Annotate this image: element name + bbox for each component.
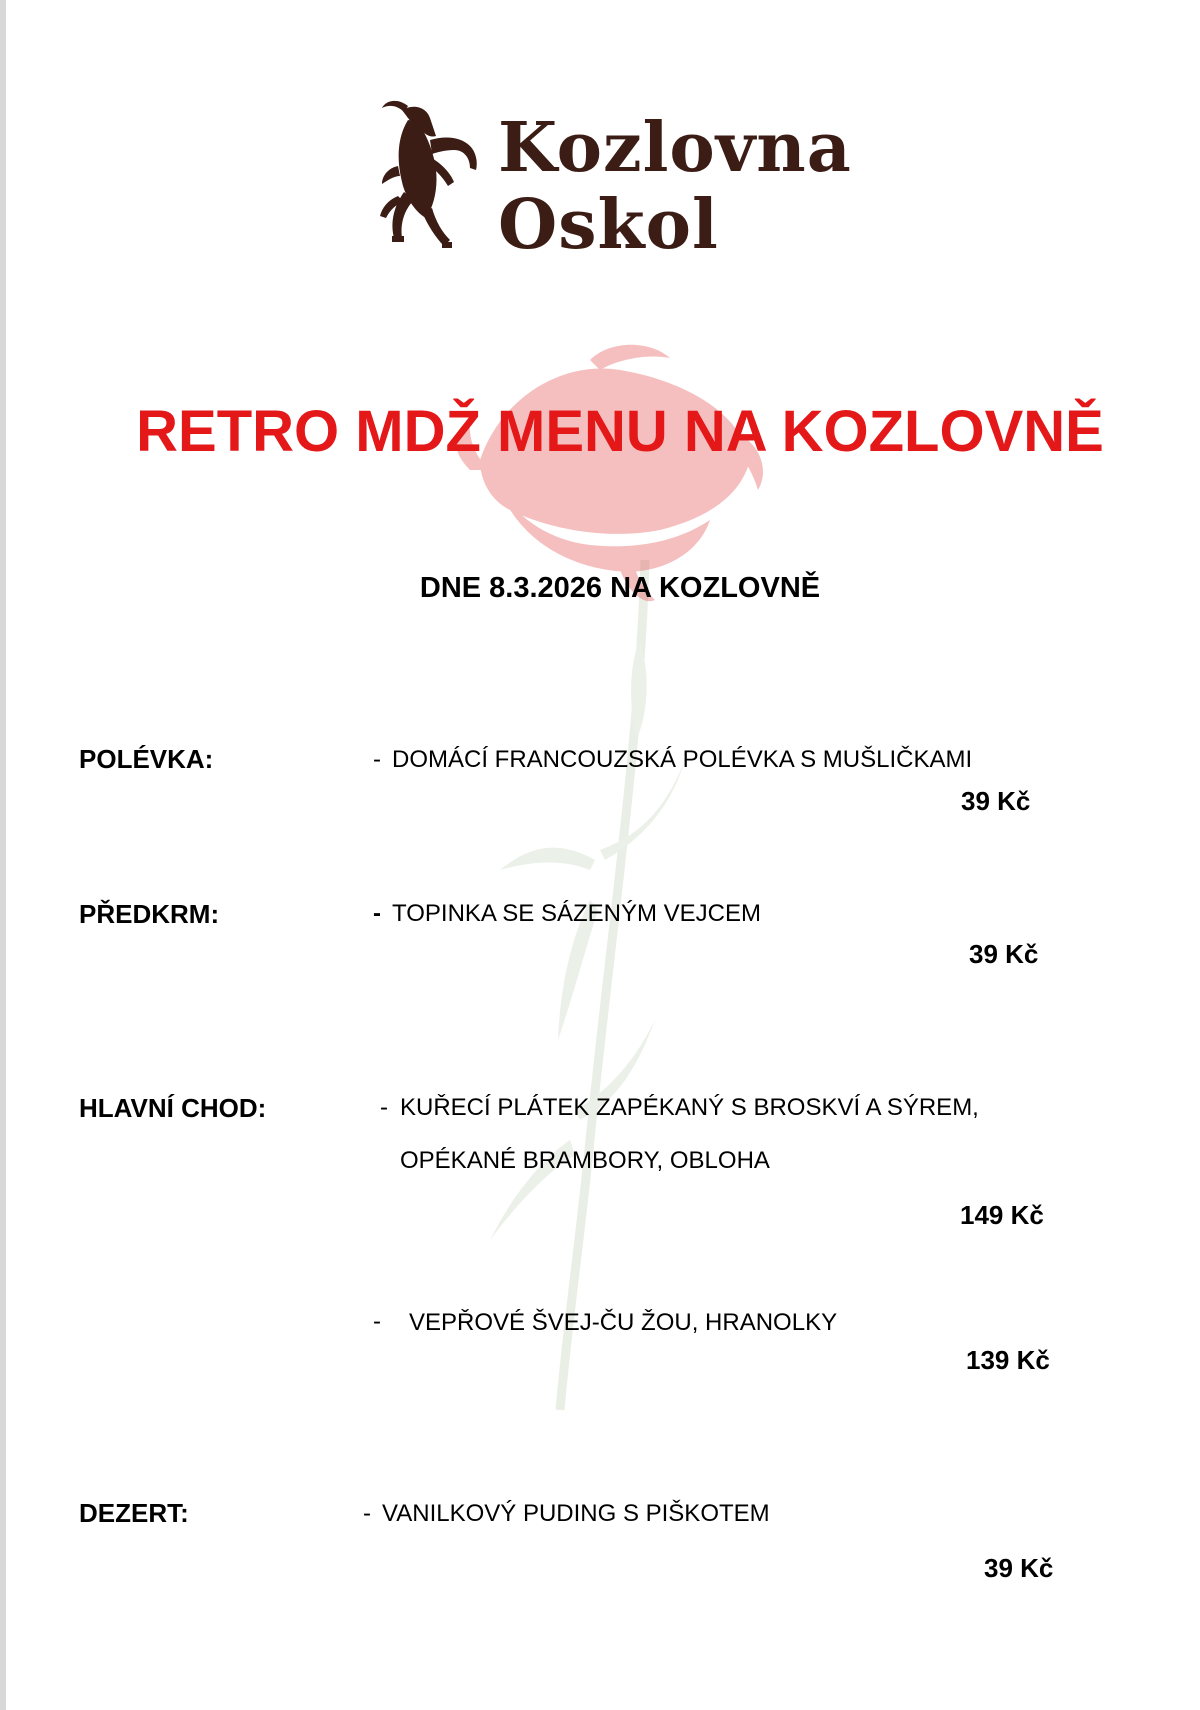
logo-word-oskol: Oskol bbox=[498, 185, 719, 265]
main-item-1-line-2: OPÉKANÉ BRAMBORY, OBLOHA bbox=[400, 1147, 770, 1174]
goat-icon bbox=[378, 96, 488, 266]
item-dash: - bbox=[373, 746, 381, 773]
item-dash: - bbox=[363, 1500, 371, 1527]
dessert-item: VANILKOVÝ PUDING S PIŠKOTEM bbox=[382, 1500, 770, 1527]
section-label-soup: POLÉVKA: bbox=[79, 744, 214, 774]
dessert-price: 39 Kč bbox=[984, 1553, 1054, 1583]
section-label-main: HLAVNÍ CHOD: bbox=[79, 1093, 267, 1123]
restaurant-logo bbox=[378, 96, 858, 266]
page-edge bbox=[0, 0, 6, 1710]
soup-price: 39 Kč bbox=[961, 786, 1031, 816]
soup-item: DOMÁCÍ FRANCOUZSKÁ POLÉVKA S MUŠLIČKAMI bbox=[392, 746, 973, 773]
main-item-2-price: 139 Kč bbox=[966, 1345, 1050, 1375]
main-item-2: VEPŘOVÉ ŠVEJ-ČU ŽOU, HRANOLKY bbox=[409, 1309, 838, 1336]
menu-title: RETRO MDŽ MENU NA KOZLOVNĚ bbox=[136, 399, 1104, 464]
section-label-starter: PŘEDKRM: bbox=[79, 899, 220, 929]
section-label-dessert: DEZERT: bbox=[79, 1498, 189, 1528]
logo-word-kozlovna: Kozlovna bbox=[498, 108, 852, 188]
item-dash: - bbox=[380, 1094, 388, 1121]
menu-date: DNE 8.3.2026 NA KOZLOVNĚ bbox=[419, 572, 821, 604]
item-dash: - bbox=[373, 900, 381, 927]
main-item-1-line-1: KUŘECÍ PLÁTEK ZAPÉKANÝ S BROSKVÍ A SÝREM, bbox=[400, 1094, 979, 1121]
carnation-watermark bbox=[440, 340, 780, 1420]
main-item-1-price: 149 Kč bbox=[960, 1200, 1044, 1230]
item-dash: - bbox=[373, 1308, 381, 1335]
starter-item: TOPINKA SE SÁZENÝM VEJCEM bbox=[392, 900, 761, 927]
starter-price: 39 Kč bbox=[969, 939, 1039, 969]
